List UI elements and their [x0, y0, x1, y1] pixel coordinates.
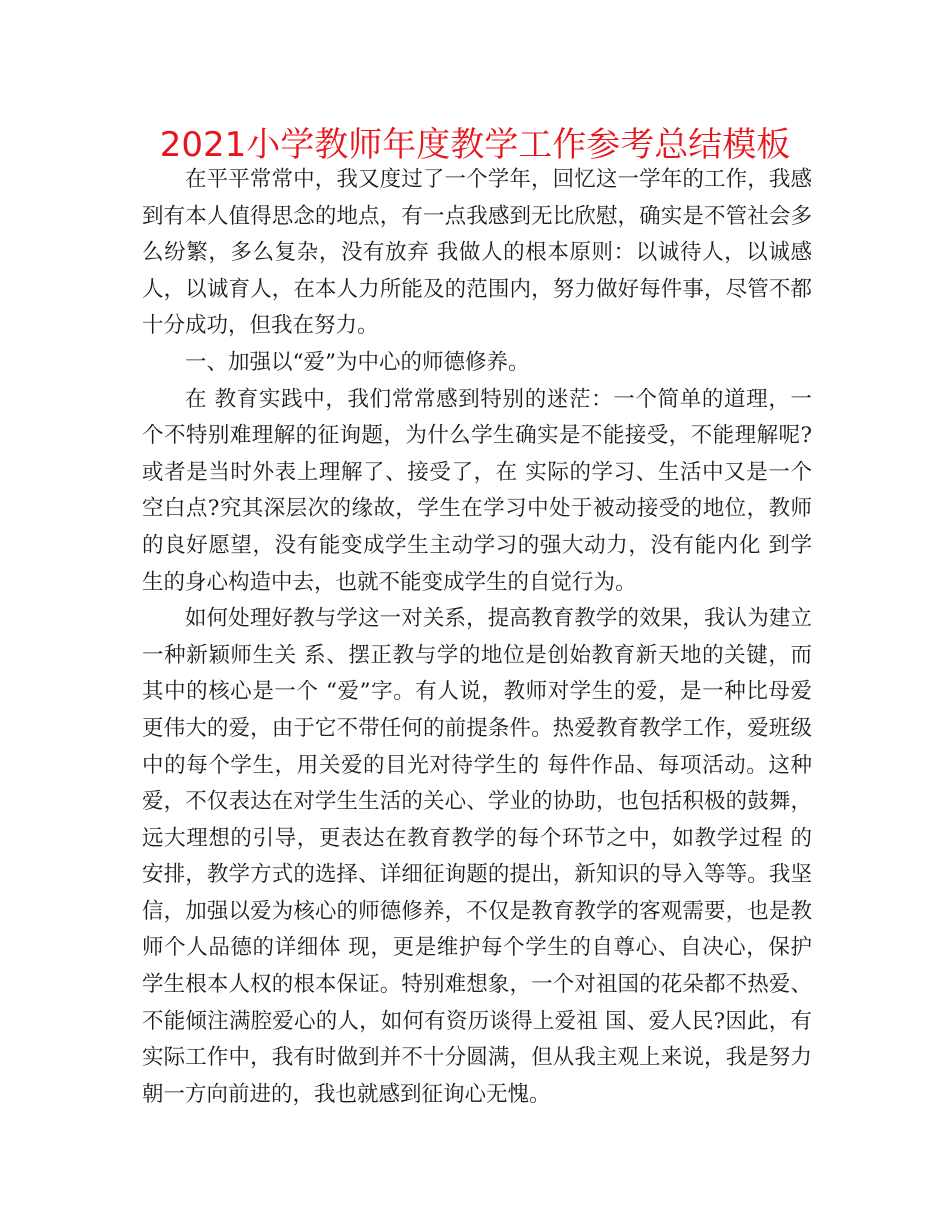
document-body: [142, 162, 812, 1113]
document-title: 2021小学教师年度教学工作参考总结模板: [159, 125, 791, 165]
paragraph-teaching-relationship: 如何处理好教与学这一对关系，提高教育教学的效果，我认为建立一种新颖师生关 系、摆正教与学的地位是创始教育新天地的关键，而其中的核心是一个 “爱”字。有人说，教师对学生的爱，是一种比母爱更伟大的爱，由于它不带任何的前提条件。热爱教育教学工作，爱班级中的每个学生，用关爱的目光对待学生的 每件作品、每项活动。这种爱，不仅表达在对学生生活的关心、学业的协助，也包括积极的鼓舞，远大理想的引导，更表达在教育教学的每个环节之中，如教学过程 的安排，教学方式的选择、详细征询题的提出，新知识的导入等等。我坚信，加强以爱为核心的师德修养，不仅是教育教学的客观需要，也是教师个人品德的详细体 现，更是维护每个学生的自尊心、自决心，保护学生根本人权的根本保证。特别难想象，一个对祖国的花朵都不热爱、不能倾注满腔爱心的人，如何有资历谈得上爱祖 国、爱人民?因此，有实际工作中，我有时做到并不十分圆满，但从我主观上来说，我是努力朝一方向前进的，我也就感到征询心无愧。: [142, 606, 812, 1107]
paragraph-education-practice: 在 教育实践中，我们常常感到特别的迷茫：一个简单的道理，一个不特别难理解的征询题，为什么学生确实是不能接受，不能理解呢?或者是当时外表上理解了、接受了，在 实际的学习、生活中又是一个空白点?究其深层次的缘故，学生在学习中处于被动接受的地位，教师的良好愿望，没有能变成学生主动学习的强大动力，没有能内化 到学生的身心构造中去，也就不能变成学生的自觉行为。: [142, 386, 812, 595]
paragraph-section-heading: 一、加强以“爱”为中心的师德修养。: [185, 349, 530, 375]
paragraph-intro: 在平平常常中，我又度过了一个学年，回忆这一学年的工作，我感到有本人值得思念的地点，有一点我感到无比欣慰，确实是不管社会多么纷繁，多么复杂，没有放弃 我做人的根本原则：以诚待人，以诚感人，以诚育人，在本人力所能及的范围内，努力做好每件事，尽管不都十分成功，但我在努力。: [142, 167, 812, 339]
